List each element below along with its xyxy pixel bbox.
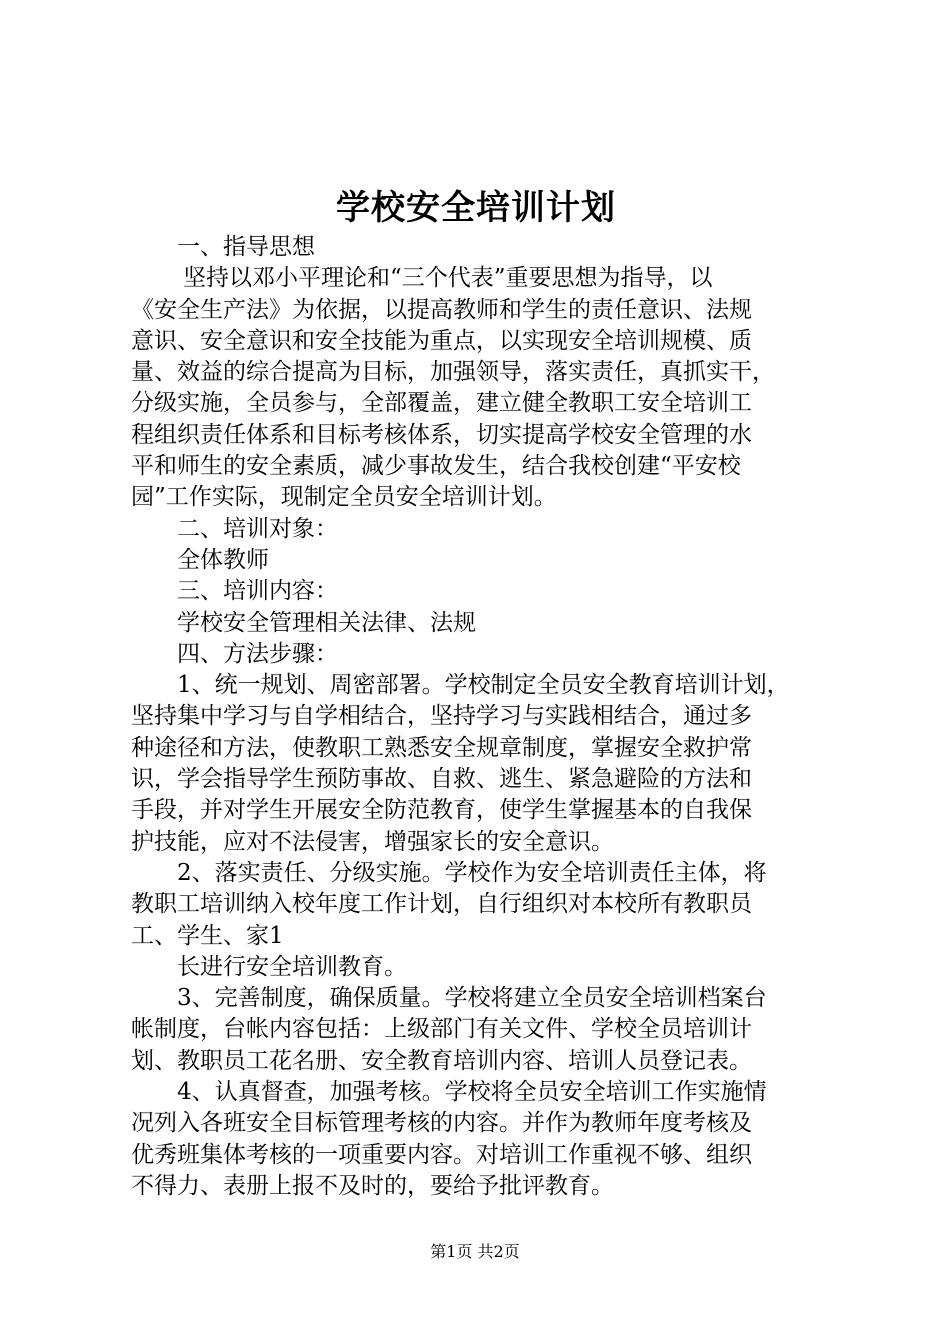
paragraph-line: 优秀班集体考核的一项重要内容。对培训工作重视不够、组织	[131, 1141, 752, 1168]
document-title: 学校安全培训计划	[336, 188, 616, 228]
paragraph-line: 平和师生的安全素质，减少事故发生，结合我校创建“平安校	[131, 453, 741, 480]
paragraph-line: 划、教职员工花名册、安全教育培训内容、培训人员登记表。	[131, 1047, 752, 1074]
section-heading-method-steps: 四、方法步骤：	[177, 640, 338, 667]
section-heading-training-targets: 二、培训对象：	[177, 515, 338, 542]
paragraph-line: 识，学会指导学生预防事故、自救、逃生、紧急避险的方法和	[131, 766, 752, 793]
paragraph-line: 程组织责任体系和目标考核体系，切实提高学校安全管理的水	[131, 421, 752, 448]
paragraph-line: 全体教师	[177, 546, 269, 573]
document-body	[131, 232, 831, 1202]
section-heading-training-content: 三、培训内容：	[177, 578, 338, 605]
paragraph-line: 帐制度，台帐内容包括：上级部门有关文件、学校全员培训计	[131, 1016, 752, 1043]
paragraph-line: 《安全生产法》为依据，以提高教师和学生的责任意识、法规	[131, 296, 752, 323]
paragraph-line: 不得力、表册上报不及时的，要给予批评教育。	[131, 1172, 614, 1199]
page-number-footer: 第1页 共2页	[430, 1242, 520, 1261]
paragraph-line: 手段，并对学生开展安全防范教育，使学生掌握基本的自我保	[131, 797, 752, 824]
paragraph-line: 3、完善制度，确保质量。学校将建立全员安全培训档案台	[177, 985, 767, 1012]
paragraph-line: 园”工作实际，现制定全员安全培训计划。	[131, 484, 557, 511]
paragraph-line: 分级实施，全员参与，全部覆盖，建立健全教职工安全培训工	[131, 390, 752, 417]
paragraph-line: 工、学生、家1	[131, 922, 284, 949]
paragraph-line: 1、统一规划、周密部署。学校制定全员安全教育培训计划，	[177, 672, 790, 699]
paragraph-line: 意识、安全意识和安全技能为重点，以实现安全培训规模、质	[131, 327, 752, 354]
paragraph-line: 况列入各班安全目标管理考核的内容。并作为教师年度考核及	[131, 1110, 752, 1137]
paragraph-line: 护技能，应对不法侵害，增强家长的安全意识。	[131, 828, 614, 855]
paragraph-line: 4、认真督查，加强考核。学校将全员安全培训工作实施情	[177, 1079, 767, 1106]
paragraph-line: 量、效益的综合提高为目标，加强领导，落实责任，真抓实干，	[131, 359, 775, 386]
paragraph-line: 坚持集中学习与自学相结合，坚持学习与实践相结合，通过多	[131, 703, 752, 730]
paragraph-line: 2、落实责任、分级实施。学校作为安全培训责任主体，将	[177, 859, 767, 886]
paragraph-line: 学校安全管理相关法律、法规	[177, 609, 476, 636]
section-heading-guiding-ideology: 一、指导思想	[177, 234, 315, 260]
paragraph-line: 教职工培训纳入校年度工作计划，自行组织对本校所有教职员	[131, 891, 752, 918]
paragraph-line: 种途径和方法，使教职工熟悉安全规章制度，掌握安全救护常	[131, 734, 752, 761]
paragraph-line: 坚持以邓小平理论和“三个代表”重要思想为指导，以	[183, 265, 713, 292]
paragraph-line: 长进行安全培训教育。	[177, 953, 407, 980]
